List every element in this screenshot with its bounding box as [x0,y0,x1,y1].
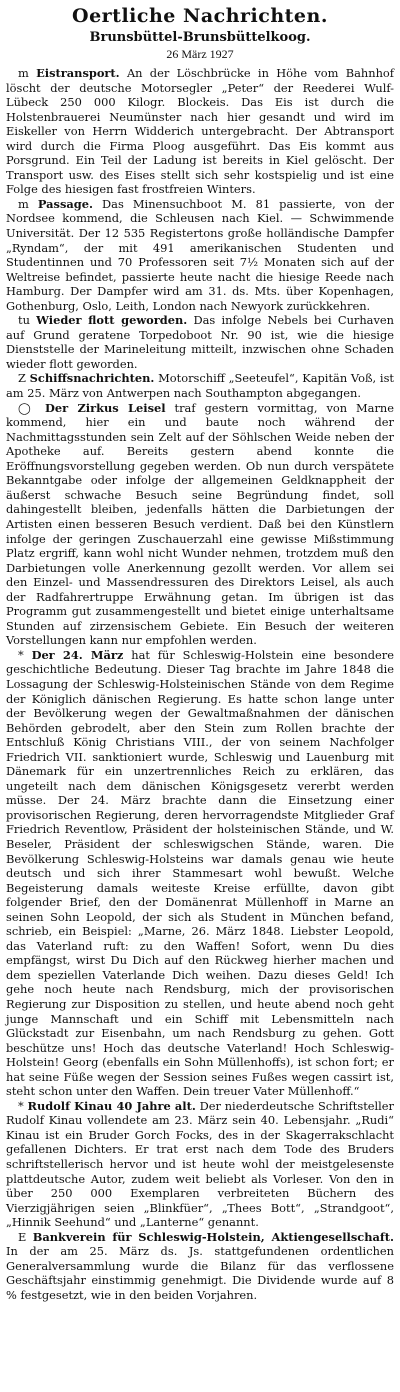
location-heading: Brunsbüttel-Brunsbüttelkoog. [89,30,311,45]
article-marker: ◯ [18,400,46,415]
article-eistransport [6,66,394,197]
article-marker: tu [18,313,37,328]
article-bankverein [6,1230,394,1303]
article-body: traf gestern vormittag, von Marne kommend, hier ein und baute noch während der Nachmittagsstunden sein Zelt auf der Söhlschen Weide neben der Apotheke auf. Bereits gestern abend konnte die Eröffnungsvorstellung gegeben werden. Ob nun durch verspätete Bekanntgabe oder infolge der allgemeinen Geldknappheit der äußerst schwache Besuch seine Begründung findet, soll dahingestellt bleiben, jedenfalls hätten die Darbietungen der Artisten einen besseren Besuch verdient. Daß bei den Künstlern infolge der geringen Zuschauerzahl eine gewisse Mißstimmung Platz ergriff, kann wohl nicht Wunder nehmen, trotzdem muß den Darbietungen volle Anerkennung gezollt werden. Vor allem sei den Einzel- und Massendressuren des Direktors Leisel, als auch der Radfahrertruppe Erwähnung getan. Im übrigen ist das Programm gut zusammengestellt und bietet einige unterhaltsame Stunden auf zirzensischem Gebiete. Ein Besuch der weiteren Vorstellungen kann nur empfohlen werden. [6,400,395,648]
article-marker: * [18,1098,28,1113]
article-body: hat für Schleswig-Holstein eine besondere geschichtliche Bedeutung. Dieser Tag brachte im Jahre 1848 die Lossagung der Schleswig-Holsteinischen Stände von dem Regime der Königlich dänischen Regierung. Es hatte schon lange unter der Bevölkerung wegen der Gewaltmaßnahmen der dänischen Behörden gebrodelt, aber den Stein zum Rollen brachte der Entschluß König Christians VIII., der von seinem Nachfolger Friedrich VII. sanktioniert wurde, Schleswig und Lauenburg mit Dänemark für ein unzertrennliches Reich zu erklären, das ungeteilt nach dem dänischen Königsgesetz vererbt werden müsse. Der 24. März brachte dann die Einsetzung einer provisorischen Regierung, deren hervorragendste Mitglieder Graf Friedrich Reventlow, Präsident der holsteinischen Stände, und W. Beseler, Präsident der schleswigschen Stände, waren. Die Bevölkerung Schleswig-Holsteins war damals genau wie heute deutsch und sich ihrer Stammesart wohl bewußt. Welche Begeisterung damals weiteste Kreise erfüllte, davon gibt folgender Brief, den der Domänenrat Müllenhoff in Marne an seinen Sohn Leopold, der sich als Student in München befand, schrieb, ein Beispiel: „Marne, 26. März 1848. Liebster Leopold, das Vaterland ruft: zu den Waffen! Sofort, wenn Du dies empfängst, wirst Du Dich auf den Rückweg hierher machen und dem speziellen Vaterlande Dich weihen. Dazu dieses Geld! Ich gehe noch heute nach Rendsburg, mich der provisorischen Regierung zur Disposition zu stellen, und heute abend noch geht junge Mannschaft und ein Schiff mit Lebensmitteln nach Glückstadt zur Eisenbahn, um nach Rendsburg zu gehen. Gott beschütze uns! Hoch das deutsche Vaterland! Hoch Schleswig-Holstein! Georg (ebenfalls ein Sohn Müllenhoffs), ist schon fort; er hat seine Füße wegen der Session seines Fußes wegen cassirt ist, steht schon unter den Waffen. Dein treuer Vater Müllenhoff.“ [6,647,394,1099]
article-wieder-flott [6,313,394,371]
article-zirkus-leisel [6,401,394,648]
article-rudolf-kinau [6,1099,394,1230]
article-schiffsnachrichten [6,371,394,400]
article-body: An der Löschbrücke in Höhe vom Bahnhof löscht der deutsche Motorsegler „Peter“ der Reederei Wulf-Lübeck 250 000 Kilogr. Blockeis. Das Eis ist durch die Holstenbrauerei Neumünster nach hier gesandt und wird im Eiskeller von Herrn Widderich untergebracht. Der Abtransport wird durch die Firma Ploog ausgeführt. Das Eis kommt aus Porsgrund. Ein Teil der Ladung ist bereits in Kiel gelöscht. Der Transport usw. des Eises stellt sich sehr kostspielig und ist eine Folge des hiesigen fast frostfreien Winters. [6,66,394,197]
article-24-maerz [6,648,394,1099]
article-headline: Wieder flott geworden. [36,313,188,328]
article-body: Das infolge Nebels bei Curhaven auf Grund geratene Torpedoboot Nr. 90 ist, wie die hiesige Dienststelle der Marineleitung mitteilt, inzwischen ohne Schaden wieder flott geworden. [6,313,394,371]
section-title: Oertliche Nachrichten. [72,5,328,27]
article-marker: m [18,196,38,211]
article-headline: Der Zirkus Leisel [45,400,166,415]
article-headline: Passage. [37,196,93,211]
article-marker: m [18,66,37,80]
article-passage [6,197,394,313]
article-body: Motorschiff „Seeteufel“, Kapitän Voß, ist am 25. März von Antwerpen nach Southampton abgegangen. [6,371,394,401]
article-body: Der niederdeutsche Schriftsteller Rudolf Kinau vollendete am 23. März sein 40. Lebensjahr. „Rudi“ Kinau ist ein Bruder Gorch Focks, des in der Skagerrakschlacht gefallenen Dichters. Er trat erst nach dem Tode des Bruders schriftstellerisch hervor und ist heute wohl der meistgelesenste plattdeutsche Autor, zudem weit beliebt als Vorleser. Von den in über 250 000 Exemplaren verbreiteten Büchern des Vierzigjährigen seien „Blinkfüer“, „Thees Bott“, „Strandgoot“, „Hinnik Seehund“ und „Lanterne“ genannt. [6,1098,394,1230]
article-headline: Bankverein für Schleswig-Holstein, Aktiengesellschaft. [32,1229,394,1244]
article-headline: Der 24. März [31,647,124,662]
article-body: In der am 25. März ds. Js. stattgefundenen ordentlichen Generalversammlung wurde die Bilanz für das verflossene Geschäftsjahr einstimmig genehmigt. Die Dividende wurde auf 8 % festgesetzt, wie in den beiden Vorjahren. [6,1244,394,1302]
article-marker: * [18,647,32,662]
article-headline: Schiffsnachrichten. [29,371,155,386]
article-body: Das Minensuchboot M. 81 passierte, von der Nordsee kommend, die Schleusen nach Kiel. — Schwimmende Universität. Der 12 535 Registertons große holländische Dampfer „Ryndam“, der mit 491 amerikanischen Studenten und Studentinnen und 70 Professoren seit 7½ Monaten sich auf der Weltreise befindet, passierte heute nacht die hiesige Reede nach Hamburg. Der Dampfer wird am 31. ds. Mts. über Kopenhagen, Gothenburg, Oslo, Leith, London nach Newyork zurückkehren. [6,196,395,313]
date-line: 26 März 1927 [166,47,234,61]
article-headline: Rudolf Kinau 40 Jahre alt. [27,1098,196,1113]
article-headline: Eistransport. [36,66,120,80]
article-marker: Z [18,371,30,386]
article-marker: E [18,1229,33,1244]
